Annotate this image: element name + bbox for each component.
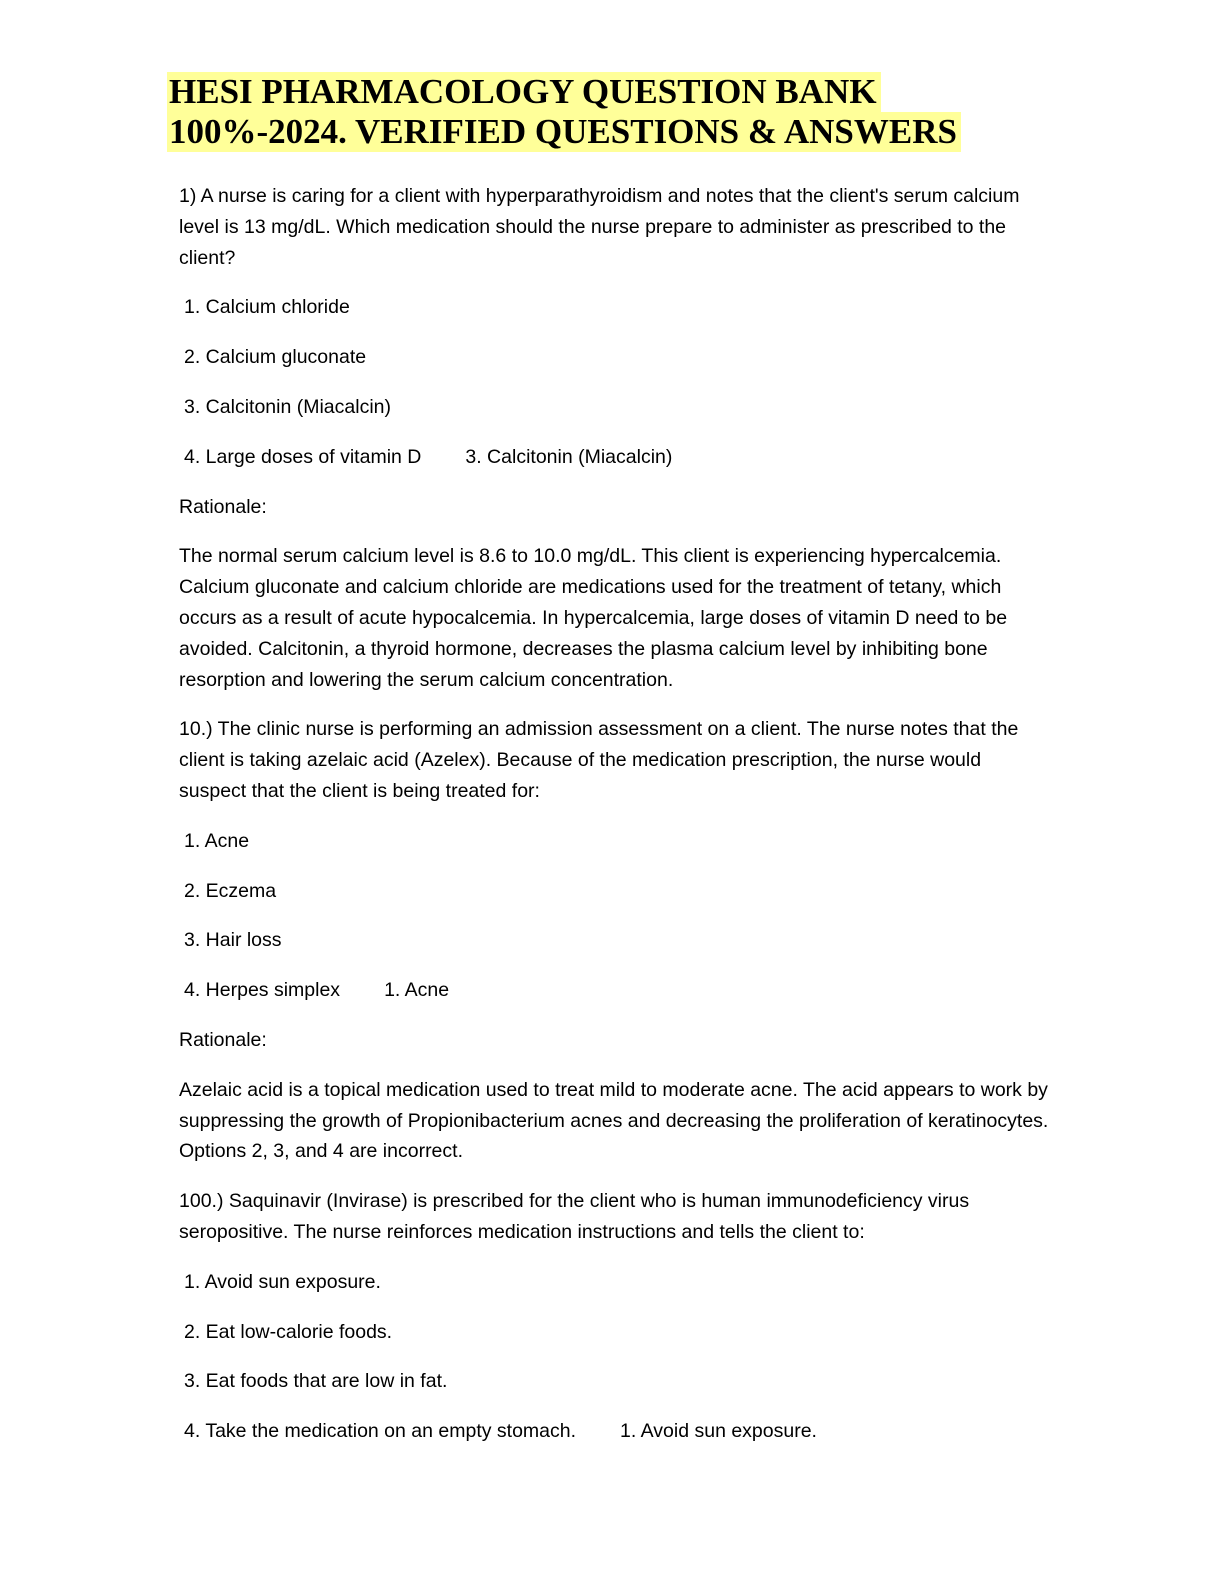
rationale-text: Azelaic acid is a topical medication used to treat mild to moderate acne. The acid appears to work by suppressing the growth of Propionibacterium acnes and decreasing the proliferation of keratinocytes. Options 2, 3, and 4 are incorrect. (179, 1078, 1049, 1163)
title-line-2: 100%-2024. VERIFIED QUESTIONS & ANSWERS (167, 112, 961, 152)
answer-option: 1. Avoid sun exposure. (184, 1270, 381, 1293)
answer-option-row (179, 975, 1049, 1006)
answer-option-row (179, 442, 1049, 473)
rationale-label: Rationale: (179, 495, 267, 518)
answer-option: 1. Calcium chloride (184, 296, 350, 319)
question-stem: 100.) Saquinavir (Invirase) is prescribed for the client who is human immunodeficiency virus seropositive. The nurse reinforces medication instructions and tells the client to: (179, 1190, 970, 1243)
answer-option: 3. Hair loss (184, 929, 282, 952)
rationale-label: Rationale: (179, 1028, 267, 1051)
question-stem: 1) A nurse is caring for a client with hyperparathyroidism and notes that the client's serum calcium level is 13 mg/dL. Which medication should the nurse prepare to administer as prescribed to the client? (179, 185, 1020, 269)
answer-option: 4. Herpes simplex (184, 979, 341, 1002)
document-title (167, 72, 961, 152)
rationale-text: The normal serum calcium level is 8.6 to 10.0 mg/dL. This client is experiencing hypercalcemia. Calcium gluconate and calcium chloride are medications used for the treatment of tetany, which occurs as a result of acute hypocalcemia. In hypercalcemia, large doses of vitamin D need to be avoided. Calcitonin, a thyroid hormone, decreases the plasma calcium level by inhibiting bone resorption and lowering the serum calcium concentration. (179, 545, 1008, 691)
answer-option: 2. Calcium gluconate (184, 346, 367, 369)
question-stem: 10.) The clinic nurse is performing an admission assessment on a client. The nurse notes that the client is taking azelaic acid (Azelex). Because of the medication prescription, the nurse would suspect that the client is being treated for: (179, 718, 1019, 802)
answer-option: 3. Eat foods that are low in fat. (184, 1370, 448, 1393)
title-line-1: HESI PHARMACOLOGY QUESTION BANK (167, 72, 881, 112)
answer-option: 4. Take the medication on an empty stomach. (184, 1420, 577, 1443)
correct-answer: 1. Avoid sun exposure. (620, 1420, 817, 1443)
answer-option: 4. Large doses of vitamin D (184, 445, 422, 468)
answer-option: 2. Eczema (184, 879, 277, 902)
answer-option: 1. Acne (184, 829, 250, 852)
answer-option-row (179, 1416, 1049, 1447)
correct-answer: 3. Calcitonin (Miacalcin) (465, 445, 673, 468)
correct-answer: 1. Acne (384, 979, 450, 1002)
answer-option: 3. Calcitonin (Miacalcin) (184, 395, 391, 418)
document-body (179, 181, 1049, 1466)
answer-option: 2. Eat low-calorie foods. (184, 1320, 393, 1343)
